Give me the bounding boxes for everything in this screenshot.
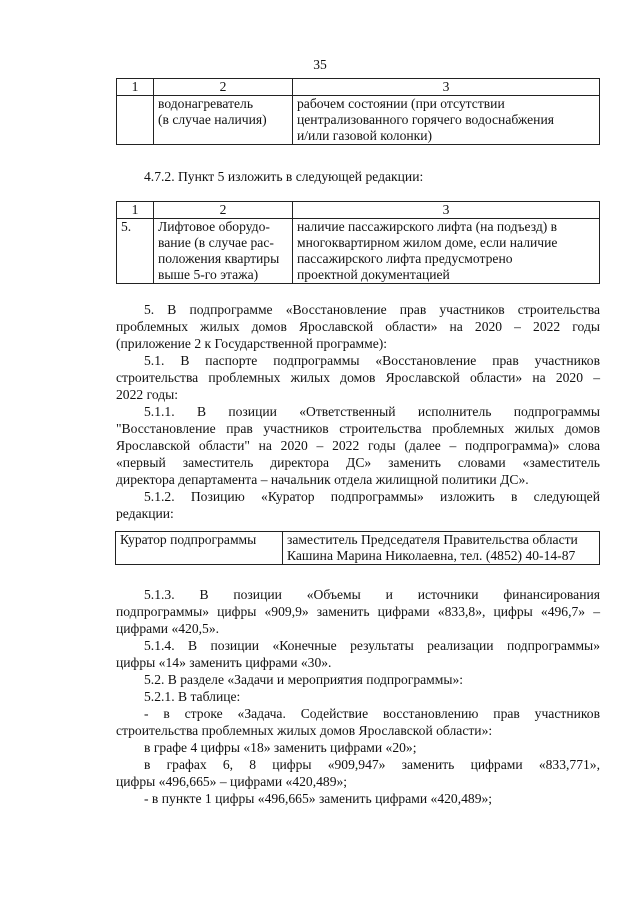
header-cell-2: 2 (154, 202, 293, 219)
cell-line: пассажирского лифта предусмотрено (297, 251, 513, 266)
text-line: в графах 6, 8 цифры «909,947» заменить цифрами «833,771», (144, 757, 600, 772)
text-line: Ярославской области" на 2020 – 2022 годы (далее – подпрограмма)» слова (116, 438, 600, 453)
text-line: строительства проблемных жилых домов Ярославской области»: (116, 723, 493, 738)
text-line: цифры «14» заменить цифрами «30». (116, 655, 332, 670)
cell-line: вание (в случае рас- (158, 235, 274, 250)
table-1 (116, 78, 600, 145)
paragraph-graf-4: в графе 4 цифры «18» заменить цифрами «20»; (144, 740, 417, 755)
header-cell-3: 3 (293, 79, 600, 96)
text-line: редакции: (116, 506, 174, 521)
table-3 (115, 531, 600, 565)
cell-line: Кашина Марина Николаевна, тел. (4852) 40-14-87 (287, 548, 576, 563)
cell-line: рабочем состоянии (при отсутствии (297, 96, 505, 111)
text-line: 5.1.4. В позиции «Конечные результаты реализации подпрограммы» (144, 638, 600, 653)
row-number-cell (117, 96, 154, 145)
paragraph-5-1-2 (116, 488, 600, 522)
text-line: 5. В подпрограмме «Восстановление прав участников строительства (144, 302, 600, 317)
text-line: цифрами «420,5». (116, 621, 220, 636)
text-line: директора департамента – начальник отдела жилищной политики ДС». (116, 472, 529, 487)
text-line: 2022 годы: (116, 387, 179, 402)
cell-line: положения квартиры (158, 251, 280, 266)
cell-line: и/или газовой колонки) (297, 128, 433, 143)
text-line: проблемных жилых домов Ярославской области» на 2020 – 2022 годы (116, 319, 600, 334)
header-cell-1: 1 (117, 202, 154, 219)
text-line: (приложение 2 к Государственной программе): (116, 336, 388, 351)
text-line: "Восстановление прав участников строительства проблемных жилых домов (116, 421, 600, 436)
table-row (117, 96, 600, 145)
header-cell-1: 1 (117, 79, 154, 96)
text-line: «первый заместитель директора ДС» заменить словами «заместитель (116, 455, 600, 470)
text-line: - в строке «Задача. Содействие восстановлению прав участников (144, 706, 600, 721)
table-row (116, 532, 600, 565)
text-line: 5.1.2. Позицию «Куратор подпрограммы» изложить в следующей (144, 489, 600, 504)
paragraph-5 (116, 301, 600, 352)
cell-line: выше 5-го этажа) (158, 267, 259, 282)
cell-line: централизованного горячего водоснабжения (297, 112, 554, 127)
paragraph-dash-1 (116, 705, 600, 739)
cell-line: наличие пассажирского лифта (на подъезд) в (297, 219, 558, 234)
curator-label-cell: Куратор подпрограммы (116, 532, 283, 565)
item-name-cell (154, 96, 293, 145)
cell-line: проектной документацией (297, 267, 450, 282)
header-cell-2: 2 (154, 79, 293, 96)
text-line: цифры «496,665» – цифрами «420,489»; (116, 774, 348, 789)
item-condition-cell (293, 96, 600, 145)
text-line: 5.1. В паспорте подпрограммы «Восстановление прав участников (144, 353, 600, 368)
table-row (117, 219, 600, 284)
cell-line: (в случае наличия) (158, 112, 267, 127)
text-line: 5.1.3. В позиции «Объемы и источники финансирования (144, 587, 600, 602)
text-line: подпрограммы» цифры «909,9» заменить цифрами «833,8», цифры «496,7» – (116, 604, 600, 619)
table-header-row (117, 202, 600, 219)
paragraph-dash-2: - в пункте 1 цифры «496,665» заменить цифрами «420,489»; (144, 791, 493, 806)
paragraph-4-7-2: 4.7.2. Пункт 5 изложить в следующей редакции: (144, 169, 424, 184)
row-number-cell: 5. (117, 219, 154, 284)
item-name-cell (154, 219, 293, 284)
paragraph-5-2: 5.2. В разделе «Задачи и мероприятия подпрограммы»: (144, 672, 464, 687)
cell-line: заместитель Председателя Правительства области (287, 532, 578, 547)
cell-line: водонагреватель (158, 96, 254, 111)
page-number: 35 (313, 57, 327, 72)
table-header-row (117, 79, 600, 96)
text-line: 5.1.1. В позиции «Ответственный исполнитель подпрограммы (144, 404, 600, 419)
paragraph-graf-6-8 (116, 756, 600, 790)
text-line: строительства проблемных жилых домов Ярославской области» на 2020 – (116, 370, 600, 385)
cell-line: Лифтовое оборудо- (158, 219, 270, 234)
item-condition-cell (293, 219, 600, 284)
cell-line: многоквартирном жилом доме, если наличие (297, 235, 558, 250)
paragraph-5-2-1: 5.2.1. В таблице: (144, 689, 241, 704)
header-cell-3: 3 (293, 202, 600, 219)
paragraph-5-1-1 (116, 403, 600, 488)
paragraph-5-1-4 (116, 637, 600, 671)
paragraph-5-1 (116, 352, 600, 403)
paragraph-5-1-3 (116, 586, 600, 637)
curator-value-cell (283, 532, 600, 565)
table-2 (116, 201, 600, 284)
